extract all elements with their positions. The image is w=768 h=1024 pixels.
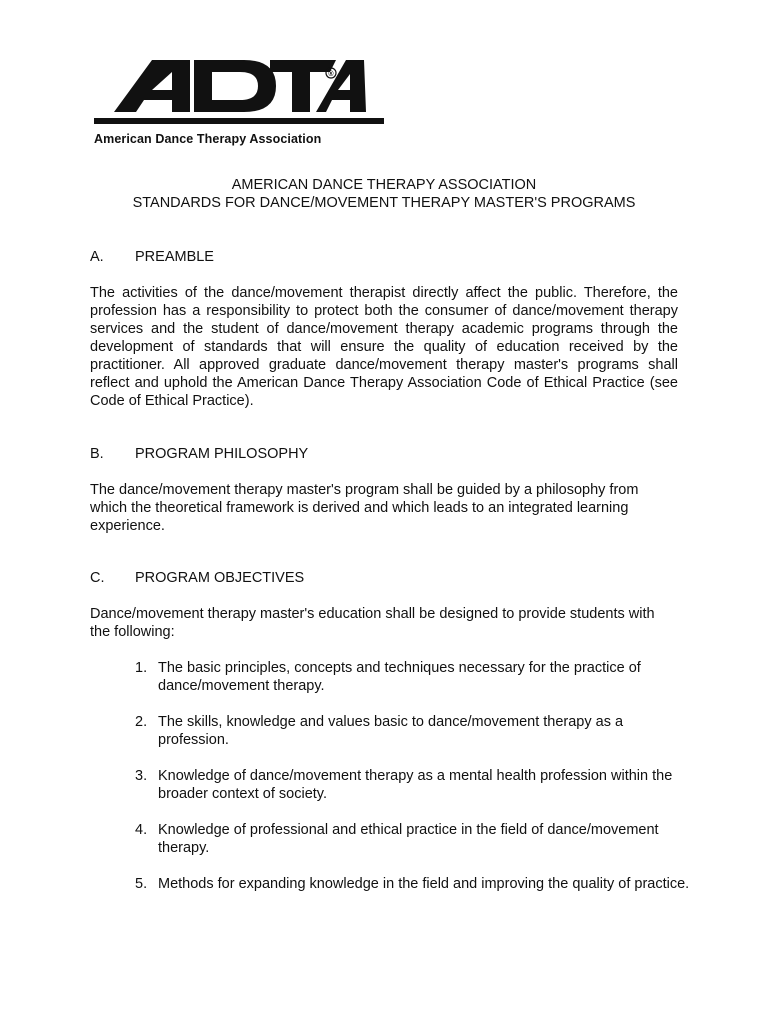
list-item-text: Knowledge of dance/movement therapy as a mental health profession within the broader context of society. — [158, 768, 673, 802]
section-a-paragraph: The activities of the dance/movement therapist directly affect the public. Therefore, the profession has a responsibility to protect both the consumer of dance/movement therapy services and the student of dance/movement therapy academic programs through the development of standards that will ensure the quality of education received by the practitioner. All approved graduate dance/movement therapy master's programs shall reflect and uphold the American Dance Therapy Association Code of Ethical Practice (see Code of Ethical Practice). — [90, 285, 678, 409]
section-c-title: PROGRAM OBJECTIVES — [135, 570, 305, 586]
section-b-paragraph: The dance/movement therapy master's program shall be guided by a philosophy from which the theoretical framework is derived and which leads to an integrated learning experience. — [90, 482, 639, 534]
logo-letter-d — [194, 60, 276, 112]
logo-org-name: American Dance Therapy Association — [94, 132, 322, 146]
list-item-number: 2. — [135, 714, 148, 730]
logo-underline — [94, 118, 384, 124]
title-line-1: AMERICAN DANCE THERAPY ASSOCIATION — [231, 177, 537, 193]
list-item — [135, 713, 695, 749]
adta-logo-mark — [94, 52, 384, 130]
list-item — [135, 767, 695, 803]
list-item-text: The skills, knowledge and values basic to dance/movement therapy as a profession. — [158, 714, 624, 748]
list-item — [135, 875, 695, 893]
section-c-letter: C. — [90, 570, 105, 586]
section-c-heading — [90, 569, 304, 587]
title-line-2: STANDARDS FOR DANCE/MOVEMENT THERAPY MASTER'S PROGRAMS — [132, 195, 636, 211]
registered-mark: ® — [328, 71, 334, 78]
section-b-heading — [90, 445, 308, 463]
logo-letter-a1 — [114, 60, 190, 112]
document-title — [0, 176, 768, 212]
list-item-text: The basic principles, concepts and techniques necessary for the practice of dance/movement therapy. — [158, 660, 641, 694]
objectives-list — [135, 659, 695, 911]
list-item-number: 3. — [135, 768, 148, 784]
section-a-title: PREAMBLE — [135, 249, 214, 265]
section-b-letter: B. — [90, 446, 104, 462]
section-c-paragraph: Dance/movement therapy master's education shall be designed to provide students with the following: — [90, 606, 655, 640]
list-item-number: 4. — [135, 822, 148, 838]
list-item-text: Methods for expanding knowledge in the field and improving the quality of practice. — [158, 876, 690, 892]
list-item — [135, 821, 695, 857]
section-a-letter: A. — [90, 249, 104, 265]
adta-logo — [94, 52, 384, 150]
list-item-number: 5. — [135, 876, 148, 892]
list-item-text: Knowledge of professional and ethical practice in the field of dance/movement therapy. — [158, 822, 659, 856]
list-item — [135, 659, 695, 695]
list-item-number: 1. — [135, 660, 148, 676]
section-a-heading — [90, 248, 214, 266]
section-b-title: PROGRAM PHILOSOPHY — [135, 446, 309, 462]
